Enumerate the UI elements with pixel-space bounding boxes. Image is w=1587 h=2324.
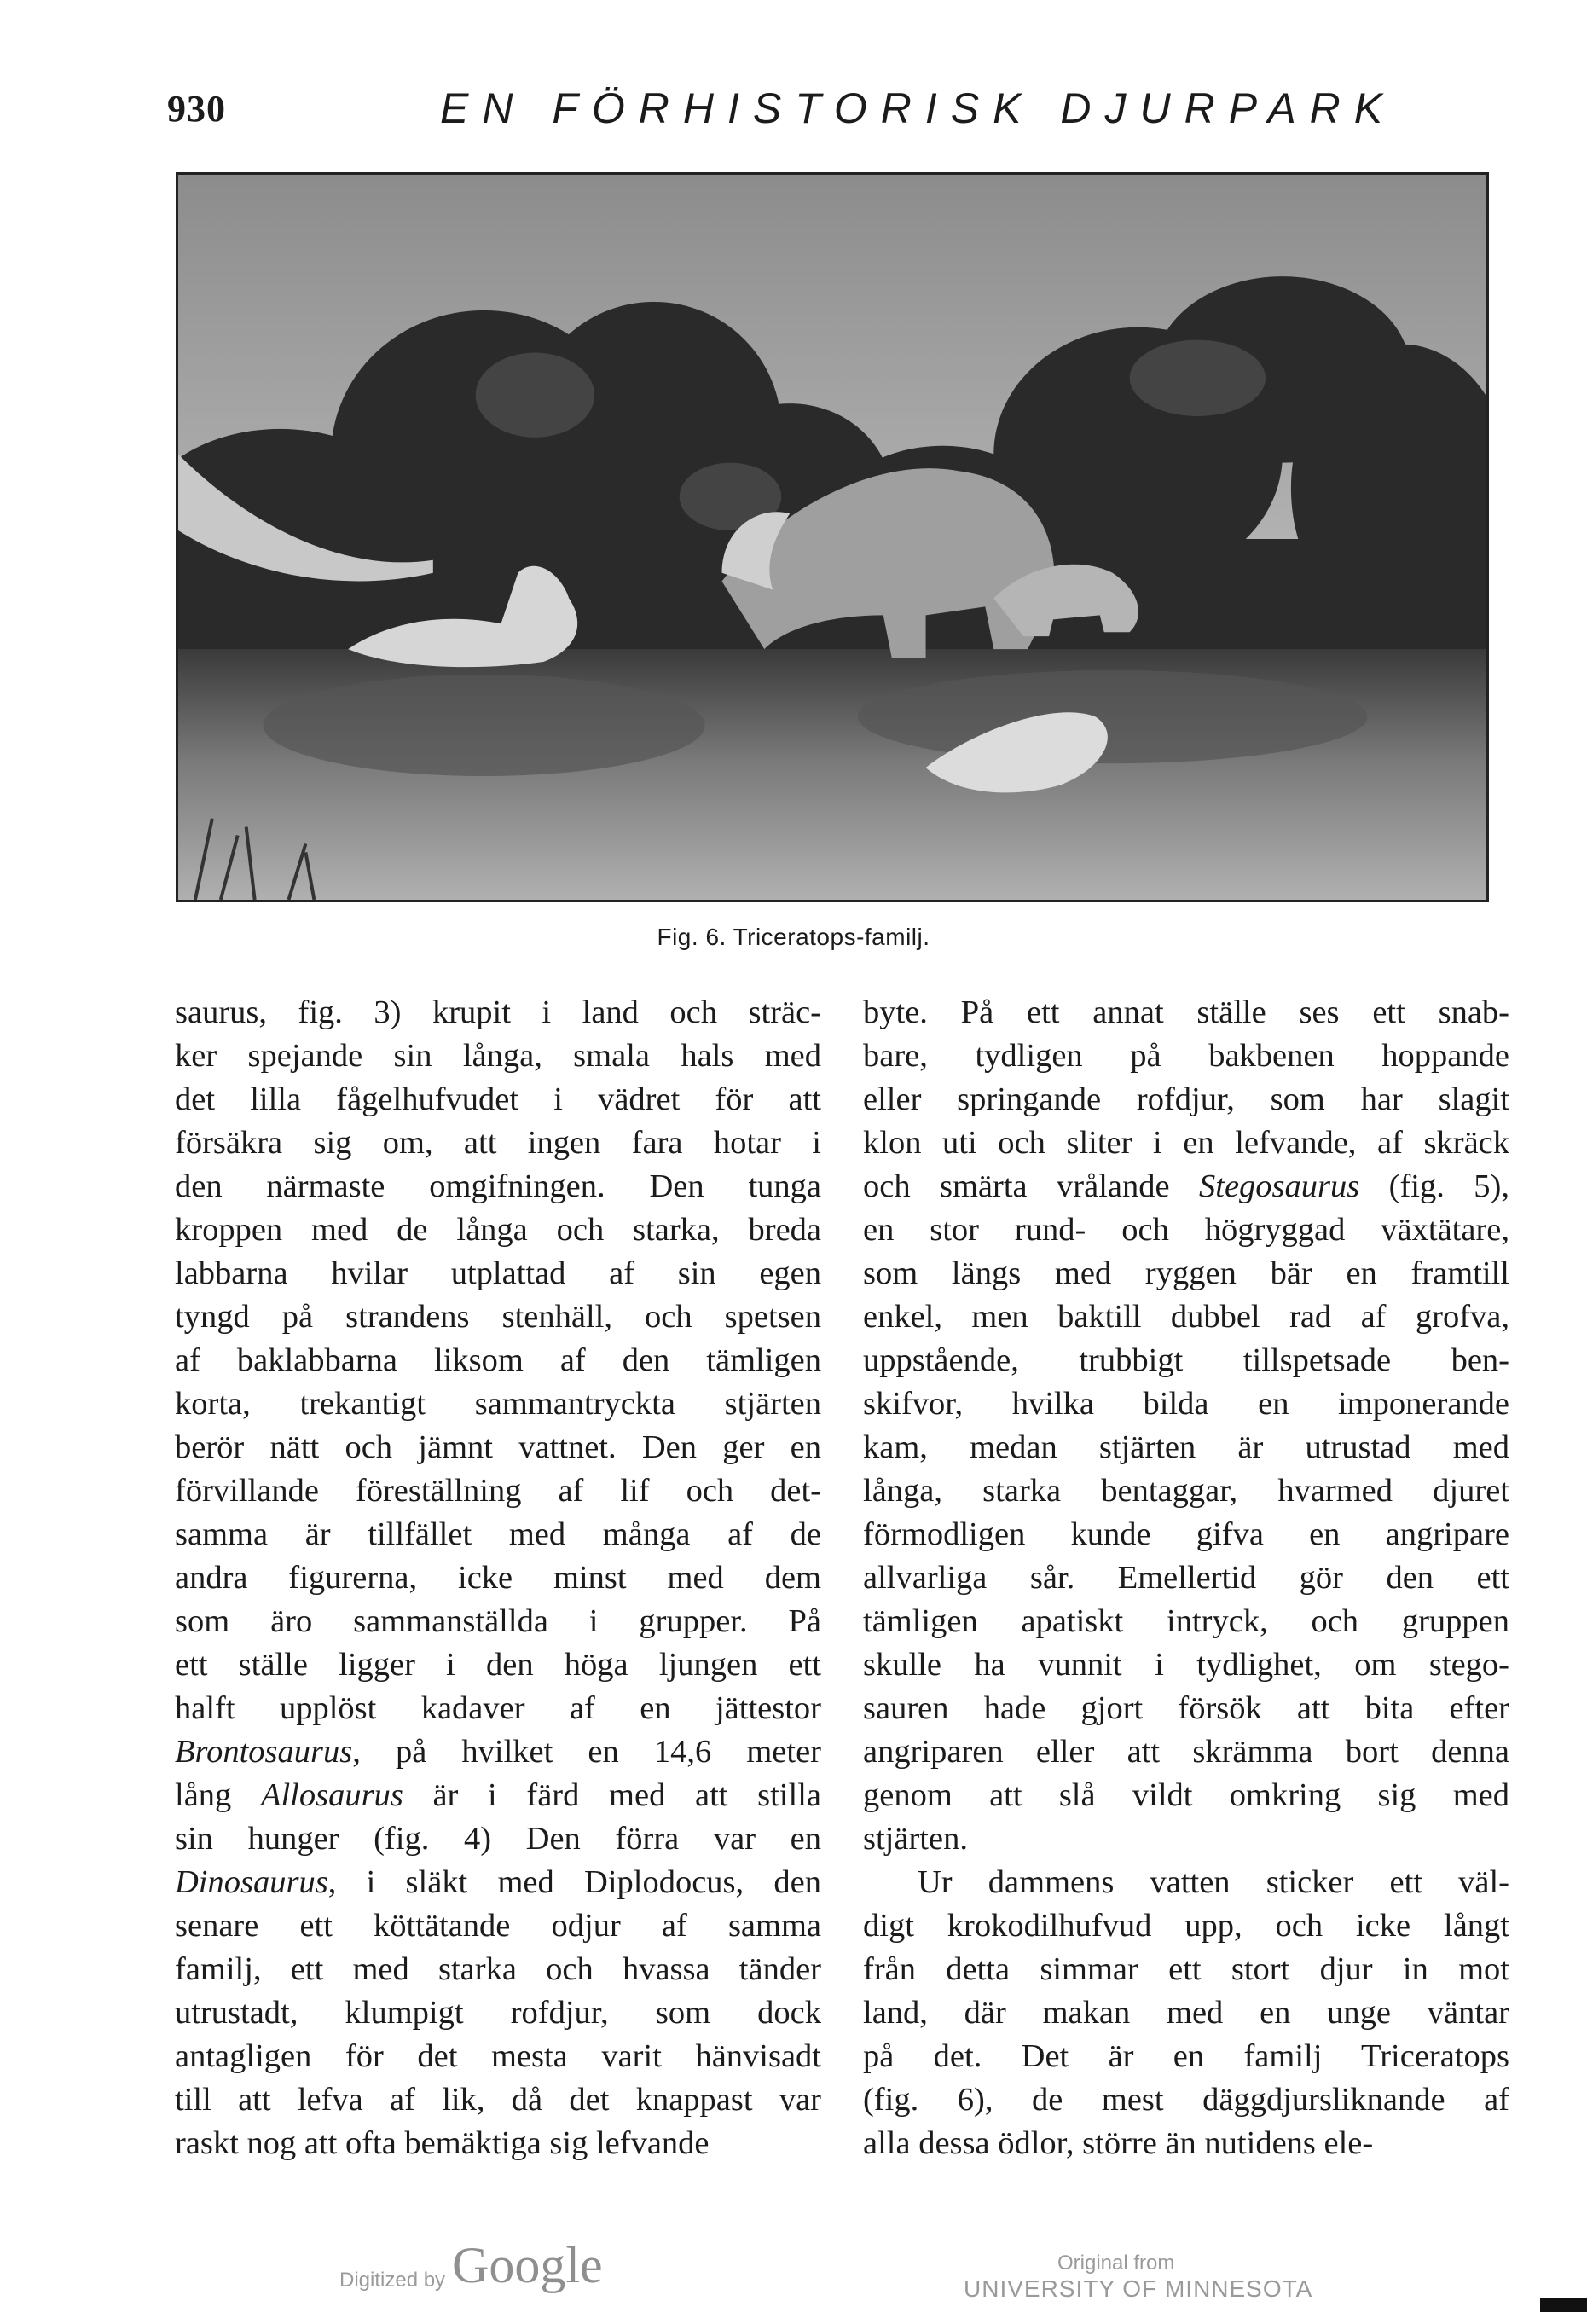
text-line: tyngd på strandens stenhäll, och spetsen — [175, 1299, 821, 1335]
figure-caption: Fig. 6. Triceratops-familj. — [657, 924, 930, 950]
text-line: utrustadt, klumpigt rofdjur, som dock — [175, 1995, 821, 2031]
text-line: uppstående, trubbigt tillspetsade ben- — [863, 1342, 1509, 1378]
triceratops-family-photo — [178, 175, 1486, 900]
text-line — [863, 1165, 1509, 1208]
text-line: försäkra sig om, att ingen fara hotar i — [175, 1125, 821, 1161]
text-line: Ur dammens vatten sticker ett väl- — [918, 1864, 1509, 1900]
text-line: andra figurerna, icke minst med dem — [175, 1560, 821, 1596]
text-line: som längs med ryggen bär en framtill — [863, 1255, 1509, 1291]
text-segment: och smärta vrålande — [863, 1168, 1199, 1204]
text-line — [175, 1730, 821, 1774]
text-line: tämligen apatiskt intryck, och gruppen — [863, 1603, 1509, 1639]
text-segment: är i färd med att stilla — [403, 1777, 821, 1813]
text-line: halft upplöst kadaver af en jättestor — [175, 1690, 821, 1726]
text-line: långa, starka bentaggar, hvarmed djuret — [863, 1473, 1509, 1509]
text-line: som äro sammanställda i grupper. På — [175, 1603, 821, 1639]
text-line — [175, 1861, 821, 1904]
text-segment: (fig. 5), — [1359, 1168, 1509, 1204]
figure-photo — [176, 172, 1489, 902]
text-line: förmodligen kunde gifva en angripare — [863, 1516, 1509, 1552]
text-line: till att lefva af lik, då det knappast var — [175, 2082, 821, 2118]
text-line: från detta simmar ett stort djur in mot — [863, 1951, 1509, 1987]
text-line: digt krokodilhufvud upp, och icke långt — [863, 1908, 1509, 1944]
text-line: alla dessa ödlor, större än nutidens ele- — [863, 2125, 1374, 2161]
text-line: raskt nog att ofta bemäktiga sig lefvande — [175, 2125, 710, 2161]
google-logo: Google — [452, 2237, 603, 2293]
text-line: labbarna hvilar utplattad af sin egen — [175, 1255, 821, 1291]
text-line: sin hunger (fig. 4) Den förra var en — [175, 1821, 821, 1857]
running-title: EN FÖRHISTORISK DJURPARK — [440, 84, 1397, 132]
italic-term: Allosaurus — [260, 1777, 403, 1813]
text-line: en stor rund- och högryggad växtätare, — [863, 1212, 1509, 1248]
digitized-by-label: Digitized by — [339, 2269, 446, 2292]
text-line — [175, 1774, 821, 1817]
text-segment: lång — [175, 1777, 261, 1813]
text-line: bare, tydligen på bakbenen hoppande — [863, 1038, 1509, 1074]
source-library-label: UNIVERSITY OF MINNESOTA — [964, 2275, 1313, 2302]
text-line: land, där makan med en unge väntar — [863, 1995, 1509, 2031]
text-line: skifvor, hvilka bilda en imponerande — [863, 1386, 1509, 1422]
text-line: skulle ha vunnit i tydlighet, om stego- — [863, 1647, 1509, 1683]
text-line: det lilla fågelhufvudet i vädret för att — [175, 1081, 821, 1117]
text-line: saurus, fig. 3) krupit i land och sträc- — [175, 994, 821, 1030]
text-segment: , på hvilket en 14,6 meter — [352, 1734, 821, 1770]
text-line: af baklabbarna liksom af den tämligen — [175, 1342, 821, 1378]
italic-term: Dinosaurus — [175, 1864, 328, 1900]
text-line: samma är tillfället med många af de — [175, 1516, 821, 1552]
italic-term: Stegosaurus — [1199, 1168, 1360, 1204]
text-line: ett ställe ligger i den höga ljungen ett — [175, 1647, 821, 1683]
text-line: (fig. 6), de mest däggdjursliknande af — [863, 2082, 1509, 2118]
text-segment: , i släkt med Diplodocus, den — [327, 1864, 821, 1900]
text-line: angriparen eller att skrämma bort denna — [863, 1734, 1509, 1770]
text-line: berör nätt och jämnt vattnet. Den ger en — [175, 1429, 821, 1465]
text-line: genom att slå vildt omkring sig med — [863, 1777, 1509, 1813]
text-line: enkel, men baktill dubbel rad af grofva, — [863, 1299, 1509, 1335]
text-column-left — [175, 991, 821, 2165]
text-line: sauren hade gjort försök att bita efter — [863, 1690, 1509, 1726]
text-line: ker spejande sin långa, smala hals med — [175, 1038, 821, 1074]
text-line: den närmaste omgifningen. Den tunga — [175, 1168, 821, 1204]
text-column-right — [863, 991, 1509, 2165]
text-line: antagligen för det mesta varit hänvisadt — [175, 2038, 821, 2074]
text-line: klon uti och sliter i en lefvande, af skräck — [863, 1125, 1509, 1161]
scan-edge-mark — [1540, 2298, 1587, 2312]
italic-term: Brontosaurus — [175, 1734, 353, 1770]
text-line: kam, medan stjärten är utrustad med — [863, 1429, 1509, 1465]
text-line: korta, trekantigt sammantryckta stjärten — [175, 1386, 821, 1422]
text-line: byte. På ett annat ställe ses ett snab- — [863, 994, 1509, 1030]
original-from-label: Original from — [1057, 2252, 1175, 2275]
text-line: stjärten. — [863, 1821, 968, 1857]
text-line: senare ett köttätande odjur af samma — [175, 1908, 821, 1944]
text-line: förvillande föreställning af lif och det- — [175, 1473, 821, 1509]
page-number: 930 — [167, 88, 226, 130]
text-line: familj, ett med starka och hvassa tänder — [175, 1951, 821, 1987]
text-line: på det. Det är en familj Triceratops — [863, 2038, 1509, 2074]
text-line: allvarliga sår. Emellertid gör den ett — [863, 1560, 1509, 1596]
text-line: eller springande rofdjur, som har slagit — [863, 1081, 1509, 1117]
text-line: kroppen med de långa och starka, breda — [175, 1212, 821, 1248]
